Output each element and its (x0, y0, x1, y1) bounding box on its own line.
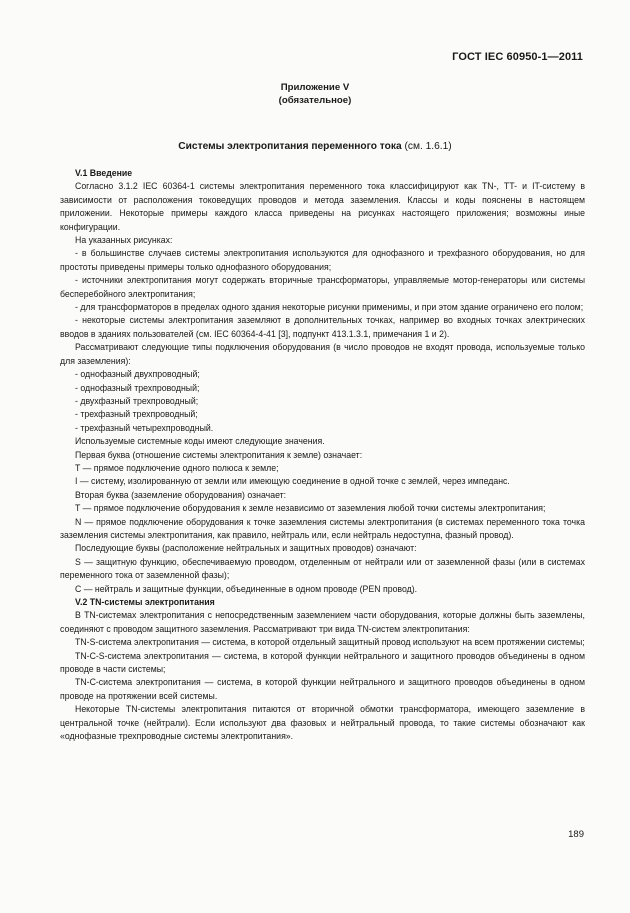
paragraph: - для трансформаторов в пределах одного здания некоторые рисунки применимы, и при этом здание ограничено его полом; (75, 302, 584, 313)
paragraph: Согласно 3.1.2 IEC 60364-1 системы электропитания переменного тока классифицируют как TN-, TT- и IT-систему в зависимости от расположения токоведущих проводов и метода заземления. Классы и коды пояснены в настоящем приложении. Некоторые примеры каждого класса приведены на рисунках настоящего приложения; возможны иные конфигурации. (60, 181, 585, 232)
paragraph: C — нейтраль и защитные функции, объединенные в одном проводе (PEN провод). (75, 583, 418, 594)
paragraph: - однофазный трехпроводный; (75, 382, 200, 393)
paragraph: N — прямое подключение оборудования к точке заземления системы электропитания (в системах переменного тока точка заземления системы электропитания, как правило, нейтраль или, если нейтраль недоступна, фазный провод). (60, 516, 585, 540)
paragraph: Используемые системные коды имеют следующие значения. (75, 436, 325, 447)
paragraph: T — прямое подключение оборудования к земле независимо от заземления любой точки системы электропитания; (75, 503, 546, 514)
paragraph: - некоторые системы электропитания заземляют в дополнительных точках, например во входных точках электрических вводов в зданиях пользователей (см. IEC 60364-4-41 [3], подпункт 413.1.3.1, примечания 1 и 2). (60, 315, 585, 339)
paragraph: TN-S-система электропитания — система, в которой отдельный защитный провод используют на всем протяжении системы; (75, 637, 585, 648)
appendix-status: (обязательное) (278, 95, 352, 106)
appendix-title: Приложение V (280, 82, 350, 93)
paragraph: Некоторые TN-системы электропитания питаются от вторичной обмотки трансформатора, имеющего заземление в центральной точке (нейтрали). Если используют два фазовых и нейтральный провода, то такие системы обозначают как «однофазные трехпроводные системы электропитания». (60, 704, 585, 742)
paragraph: Первая буква (отношение системы электропитания к земле) означает: (75, 449, 363, 460)
subsection-heading: V.1 Введение (75, 168, 133, 178)
paragraph: - в большинстве случаев системы электропитания используются для однофазного и трехфазного оборудования, но для простоты приведены примеры только однофазного оборудования; (60, 248, 585, 272)
paragraph: - двухфазный трехпроводный; (75, 395, 199, 406)
document-body (60, 167, 585, 743)
section-title-text: Системы электропитания переменного тока (178, 141, 402, 152)
paragraph: На указанных рисунках: (75, 235, 173, 246)
paragraph: T — прямое подключение одного полюса к земле; (75, 462, 279, 473)
paragraph: Вторая буква (заземление оборудования) означает: (75, 489, 287, 500)
document-id: ГОСТ IEC 60950-1—2011 (452, 51, 583, 63)
page-number: 189 (568, 829, 584, 840)
paragraph: - источники электропитания могут содержать вторичные трансформаторы, управляемые мотор-генераторы или системы бесперебойного электропитания; (60, 275, 585, 299)
paragraph: - трехфазный трехпроводный; (75, 409, 198, 420)
subsection-heading: V.2 TN-системы электропитания (75, 597, 215, 607)
paragraph: - трехфазный четырехпроводный. (75, 422, 214, 433)
paragraph: Рассматривают следующие типы подключения оборудования (в число проводов не входят провода, используемые только для заземления): (60, 342, 585, 366)
paragraph: I — систему, изолированную от земли или имеющую соединение в одной точке с землей, через импеданс. (75, 476, 510, 487)
section-title-ref: (см. 1.6.1) (401, 141, 452, 152)
paragraph: Последующие буквы (расположение нейтральных и защитных проводов) означают: (75, 543, 417, 554)
paragraph: S — защитную функцию, обеспечиваемую проводом, отделенным от нейтрали или от заземленной фазы (или в системах переменного тока от заземленной фазы); (60, 556, 585, 581)
appendix-heading (0, 81, 630, 107)
paragraph: - однофазный двухпроводный; (75, 369, 200, 380)
paragraph: TN-C-система электропитания — система, в которой функции нейтрального и защитного проводов объединены в одном проводе на протяжении всей системы. (60, 677, 585, 701)
section-title (0, 141, 630, 152)
paragraph: TN-C-S-система электропитания — система, в которой функции нейтрального и защитного проводов объединены в одном проводе в части системы; (60, 650, 585, 675)
paragraph: В TN-системах электропитания с непосредственным заземлением части оборудования, которые должны быть заземлены, соединяют с проводом защитного заземления. Рассматривают три вида TN-систем электропитания: (60, 610, 585, 634)
